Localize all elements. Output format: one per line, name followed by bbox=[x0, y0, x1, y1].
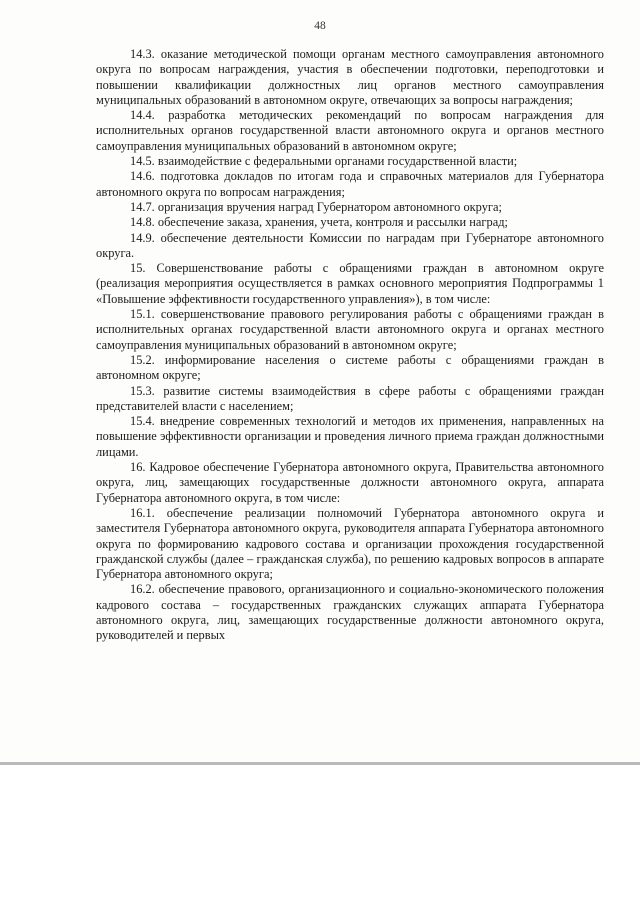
paragraph-14-6: 14.6. подготовка докладов по итогам года и справочных материалов для Губернатора автономного округа по вопросам награждения; bbox=[96, 169, 604, 199]
page-number: 48 bbox=[314, 20, 326, 32]
page-bottom-edge bbox=[0, 762, 640, 765]
paragraph-14-5: 14.5. взаимодействие с федеральными органами государственной власти; bbox=[130, 154, 518, 169]
paragraph-14-8: 14.8. обеспечение заказа, хранения, учета, контроля и рассылки наград; bbox=[130, 215, 508, 230]
paragraph-16-2: 16.2. обеспечение правового, организационного и социально-экономического положения кадрового состава – государственных гражданских служащих аппарата Губернатора автономного округа, лиц, замещающих государственные должности автономного округа, руководителей и первых bbox=[96, 582, 604, 643]
paragraph-15-4: 15.4. внедрение современных технологий и методов их применения, направленных на повышение эффективности организации и проведения личного приема граждан должностными лицами. bbox=[96, 414, 604, 459]
paragraph-15-2: 15.2. информирование населения о системе работы с обращениями граждан в автономном округе; bbox=[96, 352, 604, 383]
paragraph-14-9: 14.9. обеспечение деятельности Комиссии по наградам при Губернаторе автономного округа. bbox=[96, 230, 604, 260]
paragraph-15: 15. Совершенствование работы с обращениями граждан в автономном округе (реализация мероприятия осуществляется в рамках основного мероприятия Подпрограммы 1 «Повышение эффективности государственного управления»), в том числе: bbox=[96, 261, 604, 306]
paragraph-14-7: 14.7. организация вручения наград Губернатором автономного округа; bbox=[130, 199, 502, 214]
paragraph-15-3: 15.3. развитие системы взаимодействия в сфере работы с обращениями граждан представителей власти с населением; bbox=[96, 383, 604, 413]
document-body bbox=[96, 47, 604, 644]
paragraph-14-4: 14.4. разработка методических рекомендаций по вопросам награждения для исполнительных органов государственной власти автономного округа и органов местного самоуправления муниципальных образований в автономном округе; bbox=[96, 108, 604, 153]
paragraph-14-3: 14.3. оказание методической помощи органам местного самоуправления автономного округа по вопросам награждения, участия в обеспечении подготовки, переподготовки и повышении квалификации должностных лиц органов местного самоуправления муниципальных образований в автономном округе, отвечающих за вопросы награждения; bbox=[96, 47, 604, 107]
paragraph-16: 16. Кадровое обеспечение Губернатора автономного округа, Правительства автономного округа, лиц, замещающих государственные должности автономного округа, аппарата Губернатора автономного округа, в том числе: bbox=[96, 460, 604, 505]
paragraph-16-1: 16.1. обеспечение реализации полномочий Губернатора автономного округа и заместителя Губернатора автономного округа, руководителя аппарата Губернатора автономного округа по формированию кадрового состава и организации прохождения государственной гражданской службы (далее – гражданская служба), по решению кадровых вопросов в аппарате Губернатора автономного округа; bbox=[96, 505, 604, 582]
paragraph-15-1: 15.1. совершенствование правового регулирования работы с обращениями граждан в исполнительных органах государственной власти автономного округа и органах местного самоуправления муниципальных образований в автономном округе; bbox=[96, 307, 604, 352]
